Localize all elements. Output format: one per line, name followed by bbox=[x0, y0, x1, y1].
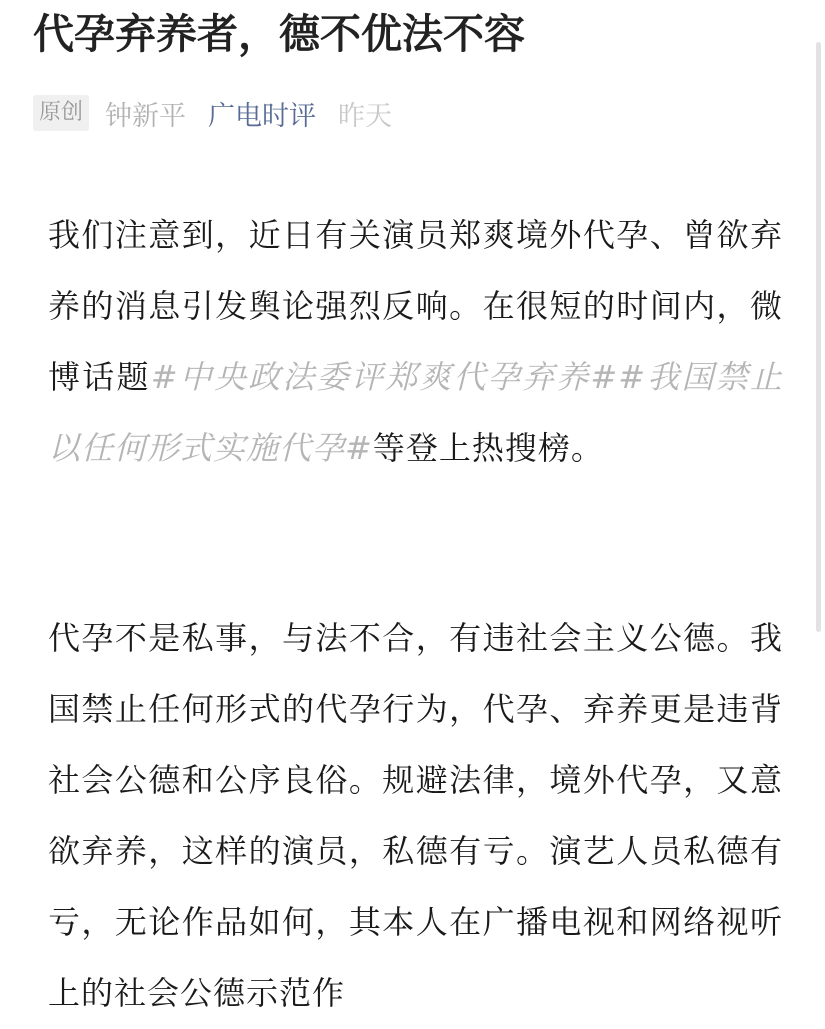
publish-date: 昨天 bbox=[338, 100, 393, 132]
hashtag-topic-1[interactable]: #中央政法委评郑爽代孕弃养# bbox=[150, 358, 619, 396]
original-badge: 原创 bbox=[33, 95, 89, 131]
hashtag-topic-2[interactable]: #我国禁止以任何形式实施代孕# bbox=[48, 358, 783, 467]
paragraph-1 bbox=[48, 200, 783, 484]
account-name-link[interactable]: 广电时评 bbox=[208, 100, 317, 132]
paragraph-2: 代孕不是私事，与法不合，有违社会主义公德。我国禁止任何形式的代孕行为，代孕、弃养更是违背社会公德和公序良俗。规避法律，境外代孕，又意欲弃养，这样的演员，私德有亏。演艺人员私德有亏，无论作品如何，其本人在广播电视和网络视听上的社会公德示范作 bbox=[48, 619, 783, 1012]
article-meta bbox=[33, 93, 392, 133]
article-title: 代孕弃养者，德不优法不容 bbox=[33, 10, 525, 58]
scrollbar[interactable] bbox=[816, 42, 821, 632]
paragraph-1-text-before: 我们注意到，近日有关演员郑爽境外代孕、曾欲弃养的消息引发舆论强烈反响。在很短的时间内，微博话题 bbox=[48, 216, 783, 396]
paragraph-1-text-after: 等登上热搜榜。 bbox=[372, 429, 604, 467]
author-name: 钟新平 bbox=[105, 100, 187, 132]
